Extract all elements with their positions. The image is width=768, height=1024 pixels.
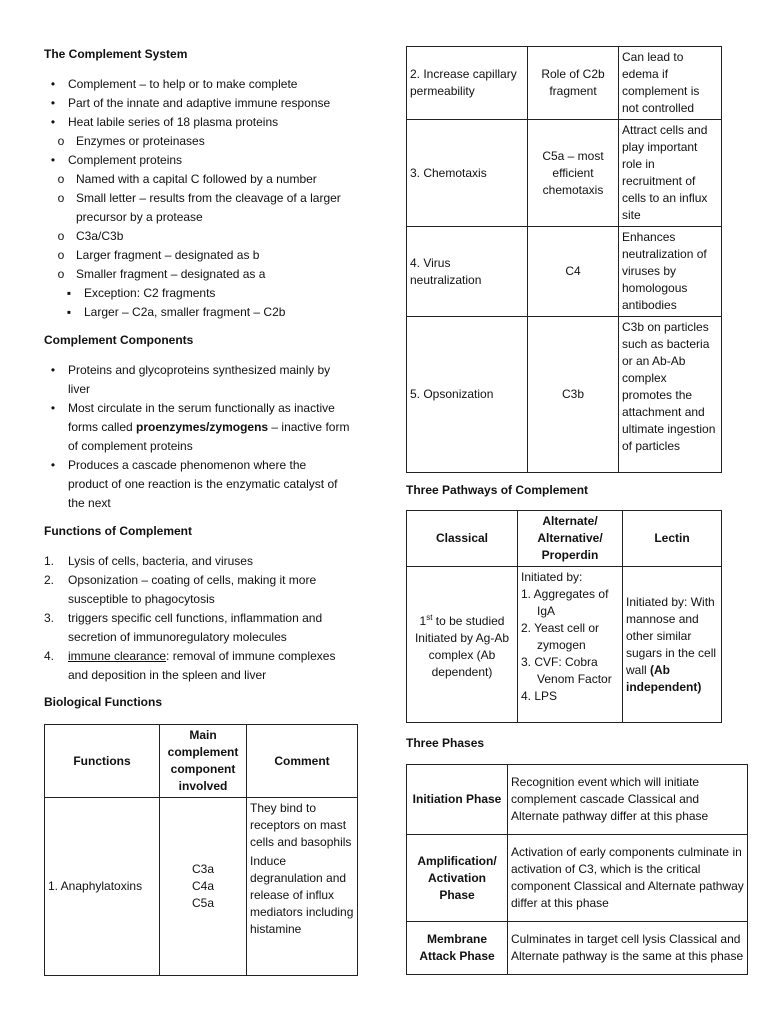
phase-name: Membrane Attack Phase [407, 922, 508, 975]
list-item: of complement proteins [68, 439, 193, 453]
bullet-symbol: o [57, 134, 65, 148]
list-item: Enzymes or proteinases [76, 134, 205, 148]
list-item: Opsonization – coating of cells, making it more [68, 573, 317, 587]
component-cell: Role of C2b fragment [528, 47, 619, 120]
header-classical: Classical [407, 511, 518, 567]
lectin-bold-note: (Ab independent) [626, 662, 702, 694]
section-title-pathways: Three Pathways of Complement [406, 483, 589, 497]
phase-name: Initiation Phase [407, 765, 508, 835]
table-row [407, 835, 748, 922]
component-c4a: C4a [191, 879, 214, 893]
bullet-symbol: o [57, 267, 65, 281]
bullet-symbol: • [50, 96, 56, 110]
list-item: 4. LPS [521, 689, 558, 703]
bullet-symbol: o [57, 172, 65, 186]
list-item: the next [68, 496, 111, 510]
ordinal-suffix: st [426, 612, 433, 622]
table-row [407, 567, 722, 723]
list-item: Part of the innate and adaptive immune response [68, 96, 331, 110]
lectin-cell [623, 567, 722, 723]
comment-cell: C3b on particles such as bacteria or an Ab-Ab complex promotes the attachment and ultimate ingestion of particles [619, 317, 722, 473]
list-item: Heat labile series of 18 plasma proteins [68, 115, 279, 129]
list-item: Named with a capital C followed by a number [76, 172, 317, 186]
underlined-term: immune clearance [68, 649, 167, 663]
header-comment: Comment [247, 725, 358, 798]
section-title-functions: Functions of Complement [44, 524, 192, 538]
bullet-symbol: o [57, 229, 65, 243]
comment-cell: Enhances neutralization of viruses by homologous antibodies [619, 227, 722, 317]
list-item [68, 648, 335, 665]
bullet-symbol: • [50, 363, 56, 377]
phase-desc: Recognition event which will initiate complement cascade Classical and Alternate pathway differ at this phase [508, 765, 748, 835]
phase-name: Amplification/ Activation Phase [407, 835, 508, 922]
table-row [45, 798, 358, 976]
list-item-text: : removal of immune complexes [166, 649, 336, 663]
bullet-symbol: ▪ [66, 305, 72, 319]
alternate-intro: Initiated by: [521, 570, 583, 584]
list-item: Exception: C2 fragments [84, 286, 216, 300]
list-item: Most circulate in the serum functionally as inactive [68, 401, 335, 415]
bullet-symbol: • [50, 77, 56, 91]
classical-text: to be studied Initiated by Ag-Ab complex (Ab dependent) [414, 613, 510, 679]
phase-desc: Culminates in target cell lysis Classical and Alternate pathway is the same at this phase [508, 922, 748, 975]
alternate-list [521, 586, 619, 705]
bullet-symbol: • [50, 458, 56, 472]
section-title-components: Complement Components [44, 333, 194, 347]
bullet-symbol: • [50, 115, 56, 129]
table-row [407, 765, 748, 835]
table-header-row [407, 511, 722, 567]
bullet-symbol: o [57, 248, 65, 262]
list-item: Complement proteins [68, 153, 183, 167]
list-number: 3. [44, 611, 55, 625]
list-number: 4. [44, 649, 55, 663]
list-item: secretion of immunoregulatory molecules [68, 630, 287, 644]
header-functions: Functions [45, 725, 160, 798]
pathways-table [406, 510, 722, 723]
bullet-symbol: • [50, 401, 56, 415]
table-row [407, 47, 722, 120]
list-item: Larger fragment – designated as b [76, 248, 260, 262]
list-item: 2. Yeast cell or zymogen [521, 621, 600, 652]
list-item: Small letter – results from the cleavage of a larger [76, 191, 341, 205]
bullet-symbol: o [57, 191, 65, 205]
list-item: 3. CVF: Cobra Venom Factor [521, 655, 612, 686]
table-row [407, 227, 722, 317]
lectin-text: Initiated by: With mannose and other similar sugars in the cell wall [626, 594, 717, 677]
table-row [407, 317, 722, 473]
ordinal-number: 1 [419, 613, 427, 628]
table-header-row [45, 725, 358, 798]
component-c5a: C5a [191, 896, 214, 910]
list-item: C3a/C3b [76, 229, 124, 243]
function-cell: 5. Opsonization [407, 317, 528, 473]
header-component: Main complement component involved [160, 725, 247, 798]
table-row [407, 120, 722, 227]
comment-text: Induce degranulation and release of influx mediators including histamine [250, 854, 354, 936]
component-cell [160, 798, 247, 976]
list-item: product of one reaction is the enzymatic catalyst of [68, 477, 338, 491]
section-title-biological-functions: Biological Functions [44, 695, 163, 709]
section-title-phases: Three Phases [406, 736, 485, 750]
comment-text: They bind to receptors on mast cells and basophils [250, 801, 352, 849]
list-item: and deposition in the spleen and liver [68, 668, 267, 682]
bold-term: proenzymes/zymogens [136, 420, 269, 434]
comment-cell: Attract cells and play important role in recruitment of cells to an influx site [619, 120, 722, 227]
classical-cell [407, 567, 518, 723]
header-alternate: Alternate/ Alternative/ Properdin [518, 511, 623, 567]
component-c3a: C3a [191, 862, 214, 876]
comment-cell [247, 798, 358, 976]
component-cell: C4 [528, 227, 619, 317]
biological-functions-table [44, 724, 358, 976]
header-lectin: Lectin [623, 511, 722, 567]
bullet-symbol: ▪ [66, 286, 72, 300]
list-item: forms called proenzymes/zymogens – inactive form [68, 420, 350, 434]
phases-table [406, 764, 748, 975]
biological-functions-table-continued [406, 46, 722, 473]
function-cell: 4. Virus neutralization [407, 227, 528, 317]
list-item: Larger – C2a, smaller fragment – C2b [84, 305, 286, 319]
list-item: Produces a cascade phenomenon where the [68, 458, 307, 472]
list-item: susceptible to phagocytosis [68, 592, 215, 606]
table-row [407, 922, 748, 975]
function-cell: 2. Increase capillary permeability [407, 47, 528, 120]
comment-cell: Can lead to edema if complement is not controlled [619, 47, 722, 120]
list-number: 2. [44, 573, 55, 587]
list-item: Smaller fragment – designated as a [76, 267, 266, 281]
bullet-symbol: • [50, 153, 56, 167]
component-cell: C3b [528, 317, 619, 473]
list-item: triggers specific cell functions, inflammation and [68, 611, 323, 625]
section-title-complement-system: The Complement System [44, 47, 188, 61]
list-item: Complement – to help or to make complete [68, 77, 298, 91]
component-cell: C5a – most efficient chemotaxis [528, 120, 619, 227]
list-number: 1. [44, 554, 55, 568]
phase-desc: Activation of early components culminate in activation of C3, which is the critical component Classical and Alternate pathway differ at this phase [508, 835, 748, 922]
list-item: Proteins and glycoproteins synthesized mainly by [68, 363, 331, 377]
list-item: Lysis of cells, bacteria, and viruses [68, 554, 253, 568]
function-cell: 3. Chemotaxis [407, 120, 528, 227]
alternate-cell [518, 567, 623, 723]
function-cell: 1. Anaphylatoxins [45, 798, 160, 976]
list-item: liver [68, 382, 91, 396]
list-item: 1. Aggregates of IgA [521, 587, 609, 618]
list-item: precursor by a protease [76, 210, 203, 224]
